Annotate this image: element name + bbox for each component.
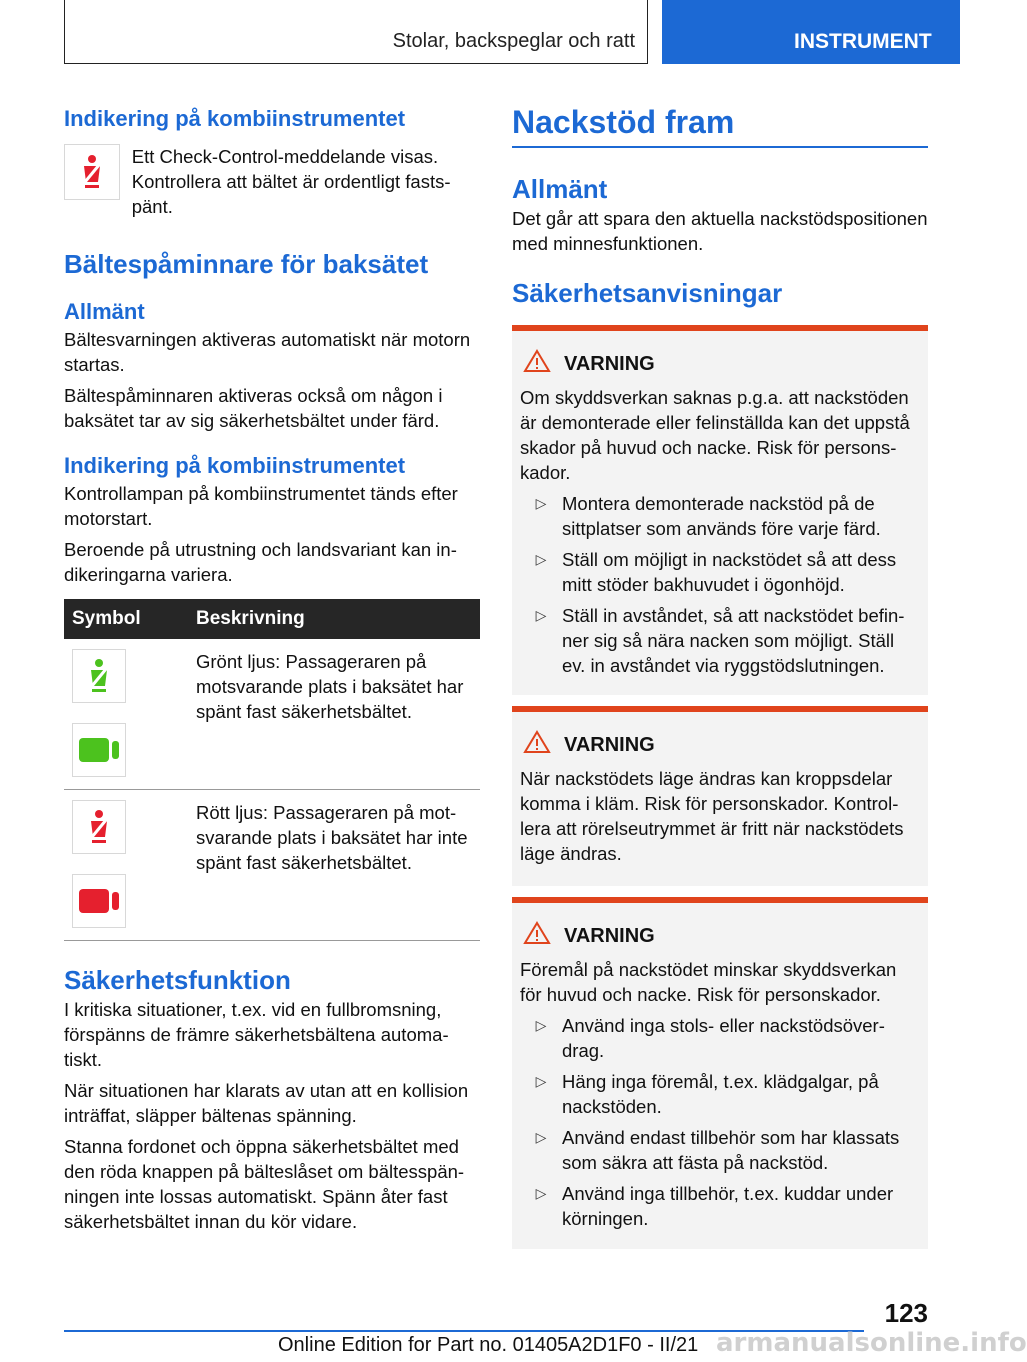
table-cell-symbol [64,639,188,790]
edition-text: Online Edition for Part no. 01405A2D1F0 - II/21 [278,1334,699,1356]
list-item: ▷ Använd inga stols- eller nackstödsöverdrag. [520,1013,920,1063]
bullet-triangle-icon: ▷ [535,607,547,623]
warning-triangle-icon [524,921,550,951]
list-item: ▷ Häng inga föremål, t.ex. klädgalgar, på nackstöden. [520,1069,920,1119]
indication-paragraph-2: Beroende på utrustning och landsvariant kan indikeringarna variera. [64,539,457,585]
table-header-symbol: Symbol [64,599,188,639]
bullet-triangle-icon: ▷ [535,551,547,567]
rear-reminder-heading: Bältespåminnare för baksätet [64,249,429,279]
warning-text: När nackstödets läge ändras kan kroppsdelar komma i kläm. Risk för personskador. Kontrollera att rörelseutrymmet är fritt när nackstödets läge ändras. [520,768,904,864]
chapter-tab: INSTRUMENT [662,0,960,64]
general-paragraph-1: Bältesvarningen aktiveras automatiskt när motorn startas. [64,329,471,375]
list-item: ▷ Använd inga tillbehör, t.ex. kuddar under körningen. [520,1181,920,1231]
list-item: ▷ Ställ in avståndet, så att nackstödet befinner sig så nära nacken som möjligt. Ställ ev. in avståndet via ryggstödslutningen. [520,603,920,678]
left-column [64,100,480,1234]
bullet-triangle-icon: ▷ [535,495,547,511]
warning-title [524,921,920,951]
list-item: ▷ Ställ om möjligt in nackstödet så att dess mitt stöder bakhuvudet i ögonhöjd. [520,547,920,597]
seatbelt-warning-red-icon [64,144,120,200]
warning-triangle-icon [524,730,550,760]
header-section-box [64,0,648,64]
bullet-triangle-icon: ▷ [535,1129,547,1145]
general-paragraph-2: Bältespåminnaren aktiveras också om någon i baksätet tar av sig säkerhetsbältet under färd. [64,385,443,431]
table-cell-description: Rött ljus: Passageraren på motsvarande plats i baksätet har inte spänt fast säkerhetsbältet. [188,790,480,941]
right-column [512,100,928,1260]
warning-label: VARNING [564,924,655,947]
watermark: armanualsonline.info [716,1328,1027,1358]
bullet-triangle-icon: ▷ [535,1017,547,1033]
title-underline [512,146,928,148]
safety-paragraph-3: Stanna fordonet och öppna säkerhetsbältet med den röda knappen på bälteslåset om bältesspänningen inte lossas automatiskt. Spänn åter fast säkerhetsbältet innan du kör vidare. [64,1136,465,1232]
table-cell-description: Grönt ljus: Passageraren på motsvarande plats i baksätet har spänt fast säkerhetsbältet. [188,639,480,790]
general-text-right: Det går att spara den aktuella nackstödspositionen med minnesfunktionen. [512,208,928,254]
general-heading-right: Allmänt [512,174,608,204]
check-control-text: Ett Check-Control-meddelande visas. Kontrollera att bältet är ordentligt fastspänt. [131,146,451,217]
warning-triangle-icon [524,349,550,379]
warning-box-3 [512,897,928,1249]
page-title: Nackstöd fram [512,104,735,140]
table-header-row [64,599,480,639]
list-item: ▷ Montera demonterade nackstöd på de sittplatser som används före varje färd. [520,491,920,541]
indication-paragraph-1: Kontrollampan på kombiinstrumentet tänds efter motorstart. [64,483,458,529]
list-item: ▷ Använd endast tillbehör som har klassats som säkra att fästa på nackstöd. [520,1125,920,1175]
table-cell-symbol [64,790,188,941]
check-control-block [64,144,480,219]
page-number: 123 [884,1298,928,1328]
warning-title [524,730,920,760]
warning-label: VARNING [564,352,655,375]
general-heading: Allmänt [64,299,145,324]
warning-text: Om skyddsverkan saknas p.g.a. att nackstöden är demonterade eller felinställda kan det uppstå skador på huvud och nacke. Risk för personskador. [520,387,910,483]
safety-function-heading: Säkerhetsfunktion [64,965,291,995]
table-header-description: Beskrivning [188,599,480,639]
symbol-table [64,599,480,941]
indication-heading-2: Indikering på kombiinstrumentet [64,453,406,478]
table-row [64,790,480,941]
bullet-triangle-icon: ▷ [535,1185,547,1201]
warning-label: VARNING [564,733,655,756]
section-title: Stolar, backspeglar och ratt [392,30,635,52]
seatbelt-green-icon [72,649,126,703]
warning-box-2 [512,706,928,886]
bullet-triangle-icon: ▷ [535,1073,547,1089]
seatbelt-red-icon [72,800,126,854]
seat-indicator-red-icon [72,874,126,928]
table-row [64,639,480,790]
warning-title [524,349,920,379]
warning-text: Föremål på nackstödet minskar skyddsverkan för huvud och nacke. Risk för personskador. [520,959,897,1005]
seat-indicator-green-icon [72,723,126,777]
indication-heading: Indikering på kombiinstrumentet [64,106,406,131]
safety-paragraph-1: I kritiska situationer, t.ex. vid en fullbromsning, förspänns de främre säkerhetsbältena automatiskt. [64,999,449,1070]
safety-instructions-heading: Säkerhetsanvisningar [512,278,783,308]
warning-box-1 [512,325,928,695]
safety-paragraph-2: När situationen har klarats av utan att en kollision inträffat, släpper bältenas spänning. [64,1080,469,1126]
